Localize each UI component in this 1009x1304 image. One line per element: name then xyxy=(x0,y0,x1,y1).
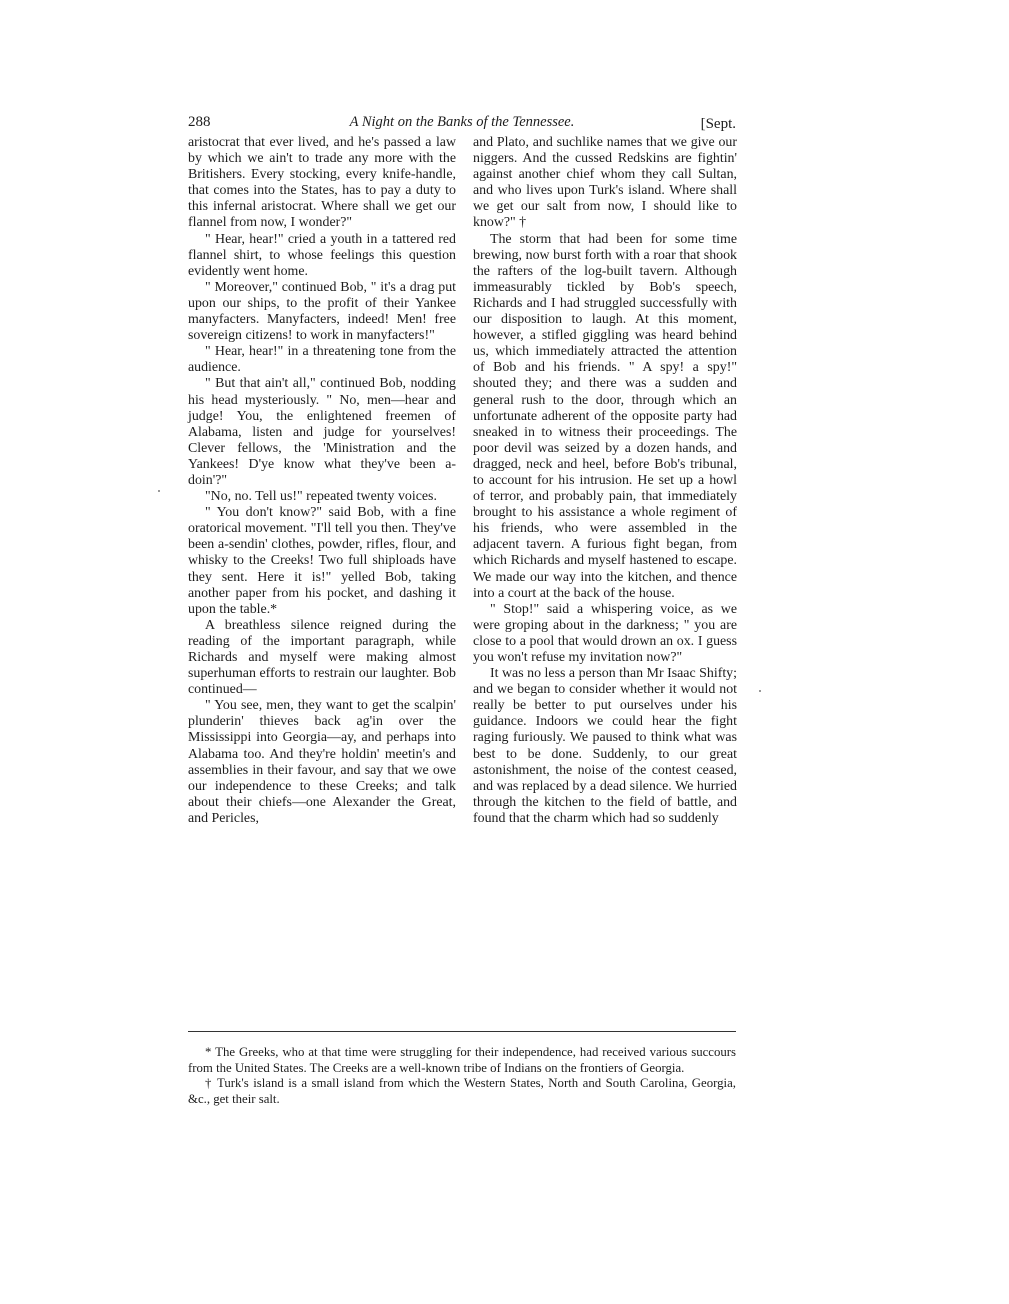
paragraph: The storm that had been for some time brewing, now burst forth with a roar that shook the rafters of the log-built tavern. Although immeasurably tickled by Bob's speech, Richards and I had struggled successfully with our disposition to laugh. At this moment, however, a stifled giggling was heard behind us, which immediately attracted the attention of Bob and his friends. " A spy! a spy!" shouted they; and there was a sudden and general rush to the door, through which an unfortunate adherent of the opposite party had sneaked in to witness their proceedings. The poor devil was seized by a dozen hands, and dragged, neck and heel, before Bob's tribunal, to account for his intrusion. He set up a howl of terror, and probably pain, that immediately brought to his assistance a whole regiment of his friends, who were assembled in the adjacent tavern. A furious fight began, from which Richards and myself hastened to escape. We made our way into the kitchen, and thence into a court at the back of the house. xyxy=(473,231,737,601)
paragraph: and Plato, and suchlike names that we give our niggers. And the cussed Redskins are fightin' against another chief whom they call Sultan, and who lives upon Turk's island. Where shall we get our salt from now, I should like to know?" † xyxy=(473,135,737,231)
paragraph: "No, no. Tell us!" repeated twenty voices. xyxy=(205,489,437,505)
paragraph: " You see, men, they want to get the scalpin' plunderin' thieves back ag'in over the Mississippi into Georgia—ay, and perhaps into Alabama too. And they're holdin' meetin's and assemblies in their favour, and say that we owe our independence to these Creeks; and talk about their chiefs—one Alexander the Great, and Pericles, xyxy=(188,698,456,826)
paragraph: " You don't know?" said Bob, with a fine oratorical movement. "I'll tell you then. They've been a-sendin' clothes, powder, rifles, flour, and whisky to the Creeks! Two full shiploads have they sent. Here it is!" yelled Bob, taking another paper from his pocket, and dashing it upon the table.* xyxy=(188,505,456,617)
running-header xyxy=(188,114,736,136)
footnote: * The Greeks, who at that time were struggling for their independence, had received various succours from the United States. The Creeks are a well-known tribe of Indians on the frontiers of Georgia. xyxy=(188,1045,736,1075)
paragraph: " But that ain't all," continued Bob, nodding his head mysteriously. " No, men—hear and judge! You, the enlightened freemen of Alabama, listen and judge for yourselves! Clever fellows, the 'Ministration and the Yankees! D'ye know what they've been a-doin'?" xyxy=(188,376,456,488)
paragraph: " Hear, hear!" in a threatening tone from the audience. xyxy=(188,344,456,376)
margin-speck xyxy=(158,490,160,492)
paragraph: " Moreover," continued Bob, " it's a drag put upon our ships, to the profit of their Yankee manyfacters. Manyfacters, indeed! Men! free sovereign citizens! to work in manyfacters!" xyxy=(188,279,456,344)
footnote-divider xyxy=(188,1031,736,1032)
paragraph: A breathless silence reigned during the reading of the important paragraph, while Richards and myself were making almost superhuman efforts to restrain our laughter. Bob continued— xyxy=(188,617,456,698)
paragraph: " Stop!" said a whispering voice, as we were groping about in the darkness; " you are close to a pool that would drown an ox. I guess you won't refuse my invitation now?" xyxy=(473,601,737,665)
paragraph: It was no less a person than Mr Isaac Shifty; and we began to consider whether it would not really be better to put ourselves under his guidance. Indoors we could hear the fight raging furiously. We paused to think what was best to be done. Suddenly, to our great astonishment, the noise of the contest ceased, and was replaced by a dead silence. We hurried through the kitchen to the field of battle, and found that the charm which had so suddenly xyxy=(473,666,737,826)
left-column xyxy=(188,135,456,827)
margin-speck xyxy=(759,690,761,692)
footnotes xyxy=(188,1045,736,1107)
right-column xyxy=(473,135,737,827)
paragraph: " Hear, hear!" cried a youth in a tattered red flannel shirt, to whose feelings this question evidently went home. xyxy=(188,231,456,279)
page-number: 288 xyxy=(188,114,211,130)
running-title: A Night on the Banks of the Tennessee. xyxy=(349,114,575,130)
issue-month: [Sept. xyxy=(700,116,736,132)
footnote: † Turk's island is a small island from which the Western States, North and South Carolina, Georgia, &c., get their salt. xyxy=(188,1076,736,1106)
paragraph: aristocrat that ever lived, and he's passed a law by which we ain't to trade any more with the Britishers. Every stocking, every knife-handle, that comes into the States, has to pay a duty to this infernal aristocrat. Where shall we get our flannel from now, I wonder?" xyxy=(188,135,456,231)
